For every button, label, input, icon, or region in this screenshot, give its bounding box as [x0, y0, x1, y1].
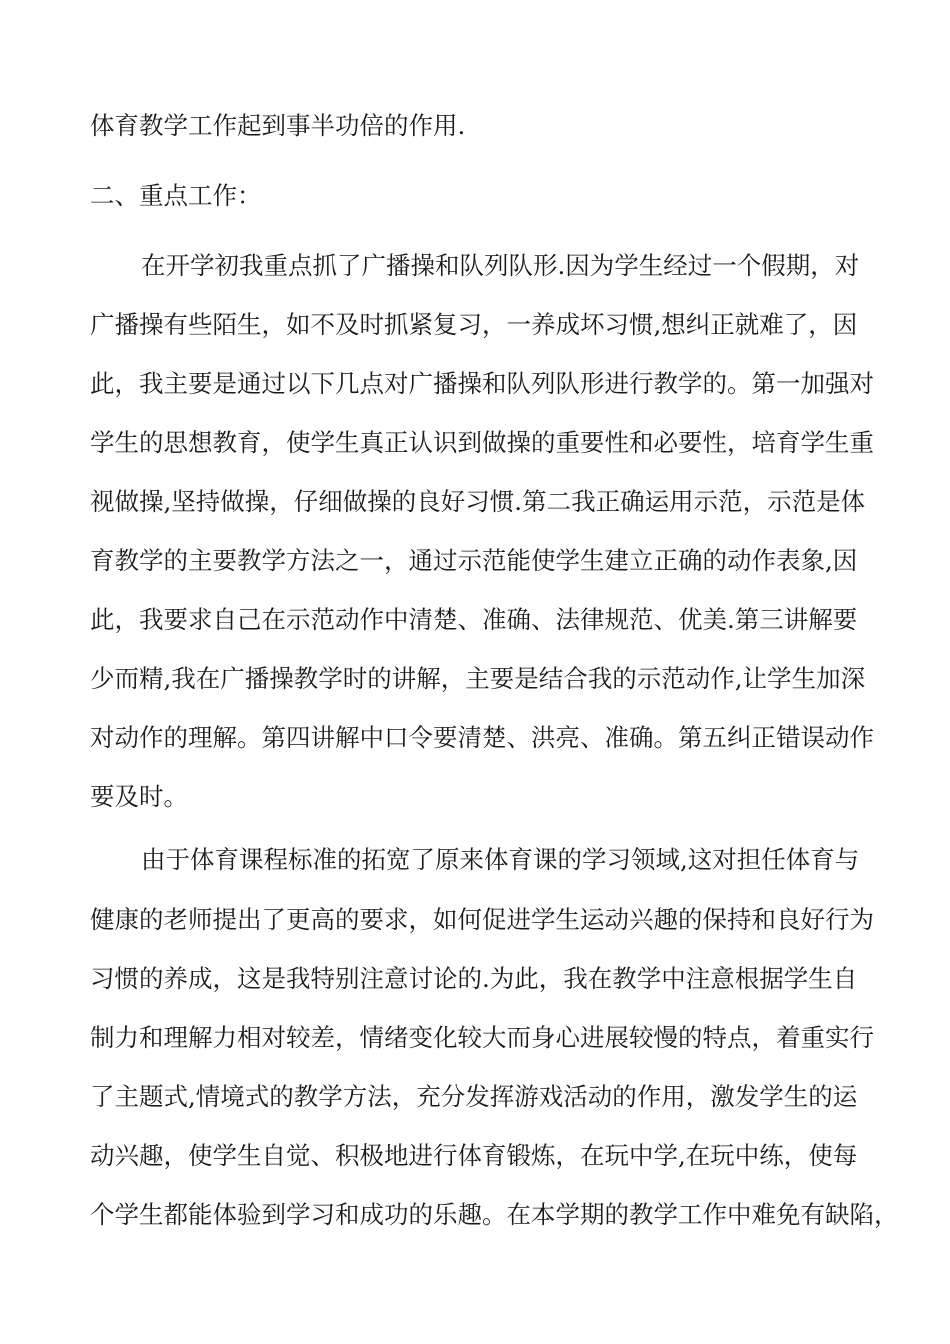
- text-line-content: 个学生都能体验到学习和成功的乐趣。在本学期的教学工作中难免有缺陷，: [90, 1200, 899, 1229]
- text-line: [0, 305, 950, 345]
- text-line-content: 对动作的理解。第四讲解中口令要清楚、洪亮、准确。第五纠正错误动作: [90, 723, 874, 752]
- text-line: [0, 1077, 950, 1117]
- section-heading: [0, 176, 950, 216]
- text-line: [0, 900, 950, 940]
- text-line: [0, 364, 950, 404]
- text-line: [0, 541, 950, 581]
- text-line: [0, 1018, 950, 1058]
- text-line: [0, 246, 950, 286]
- text-line-content: 在开学初我重点抓了广播操和队列队形.因为学生经过一个假期，对: [141, 251, 860, 280]
- text-line: [0, 1136, 950, 1176]
- text-line-content: 育教学的主要教学方法之一，通过示范能使学生建立正确的动作表象,因: [90, 546, 858, 575]
- text-line: [0, 600, 950, 640]
- text-line-content: 广播操有些陌生，如不及时抓紧复习，一养成坏习惯,想纠正就难了，因: [90, 310, 858, 339]
- text-line-content: 习惯的养成，这是我特别注意讨论的.为此，我在教学中注意根据学生自: [90, 964, 858, 993]
- text-line: [0, 106, 950, 146]
- text-line-content: 少而精,我在广播操教学时的讲解，主要是结合我的示范动作,让学生加深: [90, 664, 866, 693]
- text-line-content: 要及时。: [90, 782, 188, 811]
- text-line: [0, 840, 950, 880]
- text-line-content: 动兴趣，使学生自觉、积极地进行体育锻炼，在玩中学,在玩中练，使每: [90, 1141, 858, 1170]
- text-line: [0, 718, 950, 758]
- text-line: [0, 777, 950, 817]
- section-heading-text: 二、重点工作：: [90, 181, 262, 210]
- text-line-content: 此，我主要是通过以下几点对广播操和队列队形进行教学的。第一加强对: [90, 369, 874, 398]
- text-line-content: 由于体育课程标准的拓宽了原来体育课的学习领域,这对担任体育与: [141, 845, 860, 874]
- text-line: [0, 659, 950, 699]
- text-line-content: 了主题式,情境式的教学方法，充分发挥游戏活动的作用，激发学生的运: [90, 1082, 858, 1111]
- text-line: [0, 959, 950, 999]
- text-line-content: 健康的老师提出了更高的要求，如何促进学生运动兴趣的保持和良好行为: [90, 905, 874, 934]
- text-line-content: 学生的思想教育，使学生真正认识到做操的重要性和必要性，培育学生重: [90, 428, 874, 457]
- text-line: [0, 423, 950, 463]
- text-line-content: 视做操,坚持做操，仔细做操的良好习惯.第二我正确运用示范，示范是体: [90, 487, 866, 516]
- text-line-content: 此，我要求自己在示范动作中清楚、准确、法律规范、优美.第三讲解要: [90, 605, 858, 634]
- text-line-content: 制力和理解力相对较差，情绪变化较大而身心进展较慢的特点，着重实行: [90, 1023, 874, 1052]
- text-line: [0, 1195, 950, 1235]
- text-line-content: 体育教学工作起到事半功倍的作用.: [90, 111, 466, 140]
- text-line: [0, 482, 950, 522]
